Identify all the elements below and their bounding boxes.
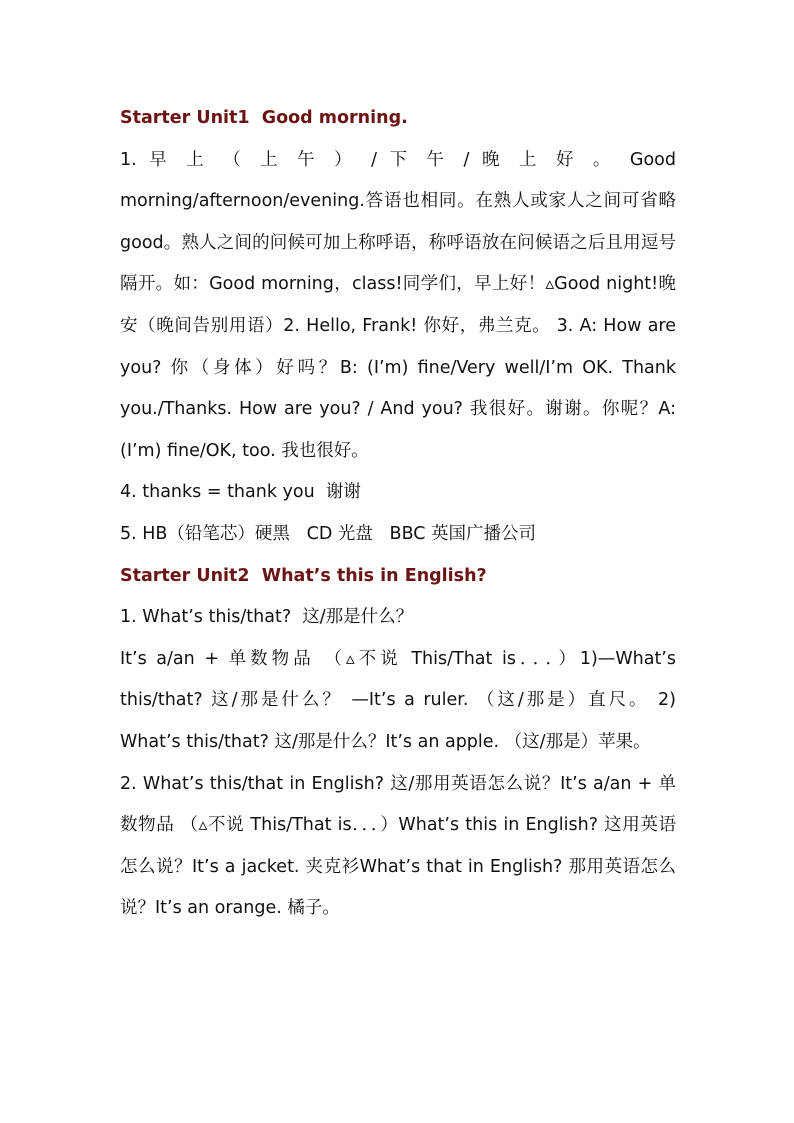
unit1-paragraph-2: 4. thanks = thank you 谢谢 <box>120 482 361 503</box>
unit2-paragraph-2: It’s a/an + 单数物品 （▵不说 This/That is．．．）1)—What’s this/that? 这/那是什么？ —It’s a ruler. （这/那是）直尺。 2) What’s this/that? 这/那是什么？It’s an apple. （这/那是）苹果。 <box>120 648 676 752</box>
document-body <box>120 98 676 930</box>
unit1-paragraph-3: 5. HB（铅笔芯）硬黑 CD 光盘 BBC 英国广播公司 <box>120 523 537 544</box>
unit1-heading: Starter Unit1 Good morning. <box>120 108 408 128</box>
unit2-heading: Starter Unit2 What’s this in English? <box>120 565 487 586</box>
unit2-paragraph-3: 2. What’s this/that in English? 这/那用英语怎么说？It’s a/an + 单数物品 （▵不说 This/That is．．．）What’s this in English? 这用英语怎么说？It’s a jacket. 夹克衫What’s that in English? 那用英语怎么说？It’s an orange. 橘子。 <box>120 773 676 919</box>
unit1-paragraph-1: 1. 早 上 （ 上 午 ） / 下 午 / 晚 上 好 。 Good morning/afternoon/evening.答语也相同。在熟人或家人之间可省略 good。熟人之间的问候可加上称呼语，称呼语放在问候语之后且用逗号隔开。如：Good morning，class!同学们，早上好！▵Good night!晚安（晚间告别用语）2. Hello, Frank! 你好，弗兰克。 3. A: How are you? 你（身体）好吗？B: (I’m) fine/Very well/I’m OK. Thank you./Thanks. How are you? / And you? 我很好。谢谢。你呢？A: (I’m) fine/OK, too. 我也很好。 <box>120 149 676 461</box>
unit2-paragraph-1: 1. What’s this/that? 这/那是什么？ <box>120 607 414 628</box>
